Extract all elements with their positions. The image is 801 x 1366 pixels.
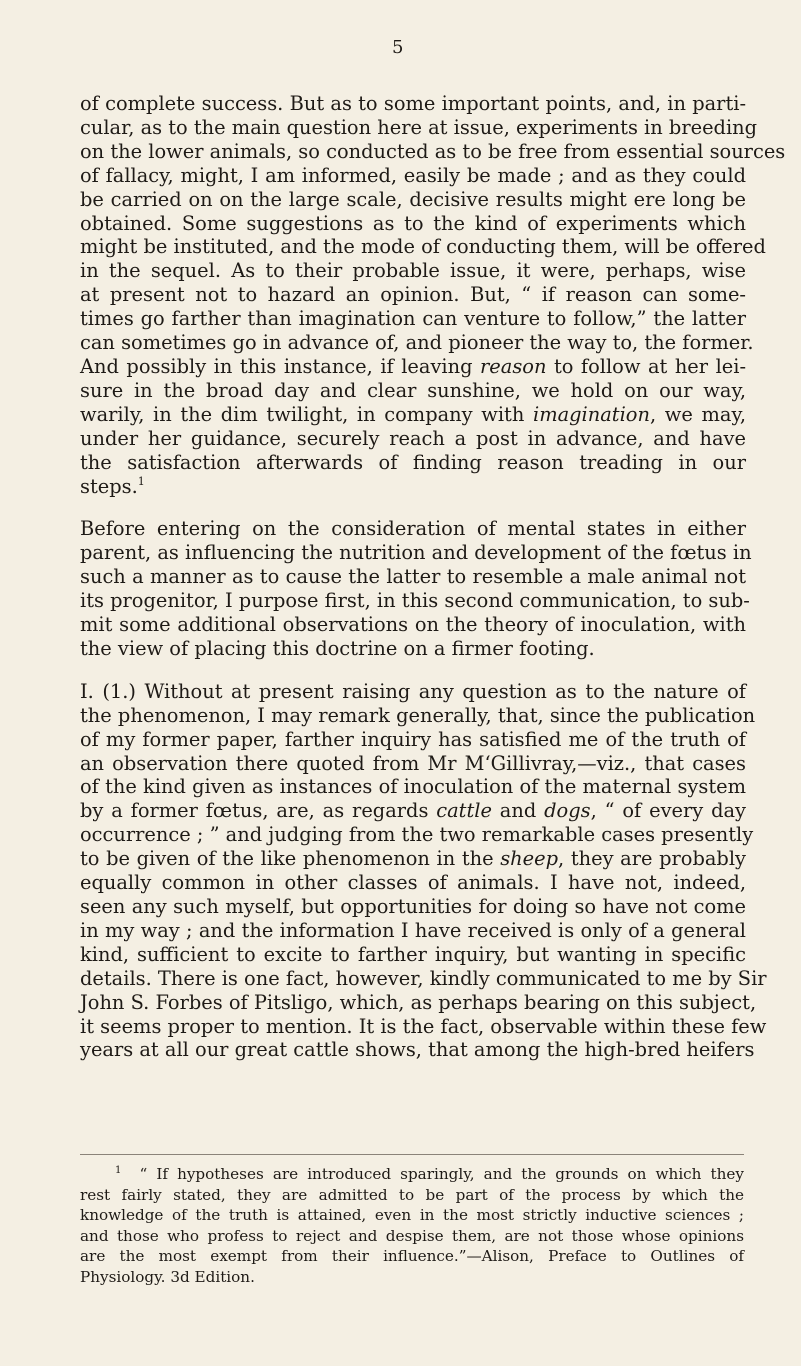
text-line: by a former fœtus, are, as regards cattle and dogs, “ of every day	[80, 799, 747, 823]
text-line: at present not to hazard an opinion. But, “ if reason can some-	[80, 283, 746, 307]
paragraph-1	[80, 92, 786, 498]
text-line: the view of placing this doctrine on a firmer footing.	[80, 636, 595, 660]
text-line: to be given of the like phenomenon in the sheep, they are probably	[80, 847, 746, 871]
text-line-content: steps.	[80, 474, 138, 498]
text-line: might be instituted, and the mode of conducting them, will be offered	[80, 235, 766, 259]
footnote-line: and those who profess to reject and despise them, are not those whose opinions	[80, 1226, 744, 1245]
footnote-divider	[80, 1154, 744, 1155]
footnote-line: knowledge of the truth is attained, even in the most strictly inductive sciences ;	[80, 1206, 744, 1224]
text-line: of fallacy, might, I am informed, easily be made ; and as they could	[80, 163, 746, 187]
text-line: equally common in other classes of animals. I have not, indeed,	[80, 871, 746, 895]
text-line: kind, sufficient to excite to farther inquiry, but wanting in specific	[80, 942, 746, 966]
text-line: sure in the broad day and clear sunshine, we hold on our way,	[80, 378, 746, 402]
footnote-line: rest fairly stated, they are admitted to be part of the process by which the	[80, 1185, 744, 1204]
text-line: occurrence ; ” and judging from the two remarkable cases presently	[80, 823, 754, 847]
text-line: years at all our great cattle shows, that among the high-bred heifers	[80, 1038, 755, 1062]
text-line: cular, as to the main question here at issue, experiments in breeding	[80, 115, 758, 139]
footnote	[80, 1164, 744, 1287]
text-line: on the lower animals, so conducted as to be free from essential sources	[80, 139, 786, 163]
text-line: it seems proper to mention. It is the fact, observable within these few	[80, 1014, 767, 1038]
footnote-line: are the most exempt from their influence.”—Alison, Preface to Outlines of	[80, 1247, 744, 1265]
text-line: seen any such myself, but opportunities for doing so have not come	[80, 895, 746, 918]
footnote-line	[80, 1164, 744, 1185]
text-line: Before entering on the consideration of mental states in either	[80, 517, 746, 541]
text-line: times go farther than imagination can venture to follow,” the latter	[80, 307, 746, 331]
text-line: parent, as influencing the nutrition and development of the fœtus in	[80, 541, 752, 565]
text-line: under her guidance, securely reach a post in advance, and have	[80, 426, 746, 450]
footnote-line: Physiology. 3d Edition.	[80, 1267, 255, 1286]
text-line: can sometimes go in advance of, and pioneer the way to, the former.	[80, 331, 754, 355]
paragraph-3	[80, 679, 767, 1063]
body-text	[80, 92, 786, 1062]
paragraph-2	[80, 517, 752, 660]
text-line: mit some additional observations on the theory of inoculation, with	[80, 613, 746, 637]
footnote-marker: 1	[115, 1165, 122, 1176]
text-line: I. (1.) Without at present raising any question as to the nature of	[80, 679, 746, 703]
footnote-reference: 1	[137, 474, 145, 488]
text-line: And possibly in this instance, if leaving reason to follow at her lei-	[80, 354, 746, 378]
footnote-line-content: “ If hypotheses are introduced sparingly, and the grounds on which they	[139, 1165, 744, 1183]
text-line: such a manner as to cause the latter to resemble a male animal not	[80, 565, 746, 589]
page-number: 5	[392, 37, 404, 58]
text-line: of my former paper, farther inquiry has satisfied me of the truth of	[80, 727, 746, 751]
text-line: in my way ; and the information I have received is only of a general	[80, 918, 746, 942]
text-line: of complete success. But as to some important points, and, in parti-	[80, 92, 746, 115]
text-line: the phenomenon, I may remark generally, that, since the publication	[80, 703, 756, 727]
text-line: warily, in the dim twilight, in company with imagination, we may,	[80, 402, 746, 426]
text-line: John S. Forbes of Pitsligo, which, as perhaps bearing on this subject,	[80, 990, 757, 1014]
text-line: the satisfaction afterwards of finding reason treading in our	[80, 450, 746, 474]
text-line: be carried on on the large scale, decisive results might ere long be	[80, 187, 746, 211]
text-line: in the sequel. As to their probable issue, it were, perhaps, wise	[80, 259, 746, 283]
text-line	[80, 475, 746, 499]
text-line: obtained. Some suggestions as to the kind of experiments which	[80, 211, 746, 235]
text-line: an observation there quoted from Mr M‘Gillivray,—viz., that cases	[80, 751, 746, 775]
text-line: its progenitor, I purpose first, in this second communication, to sub-	[80, 589, 750, 613]
text-line: details. There is one fact, however, kindly communicated to me by Sir	[80, 966, 767, 990]
text-line: of the kind given as instances of inoculation of the maternal system	[80, 775, 746, 799]
